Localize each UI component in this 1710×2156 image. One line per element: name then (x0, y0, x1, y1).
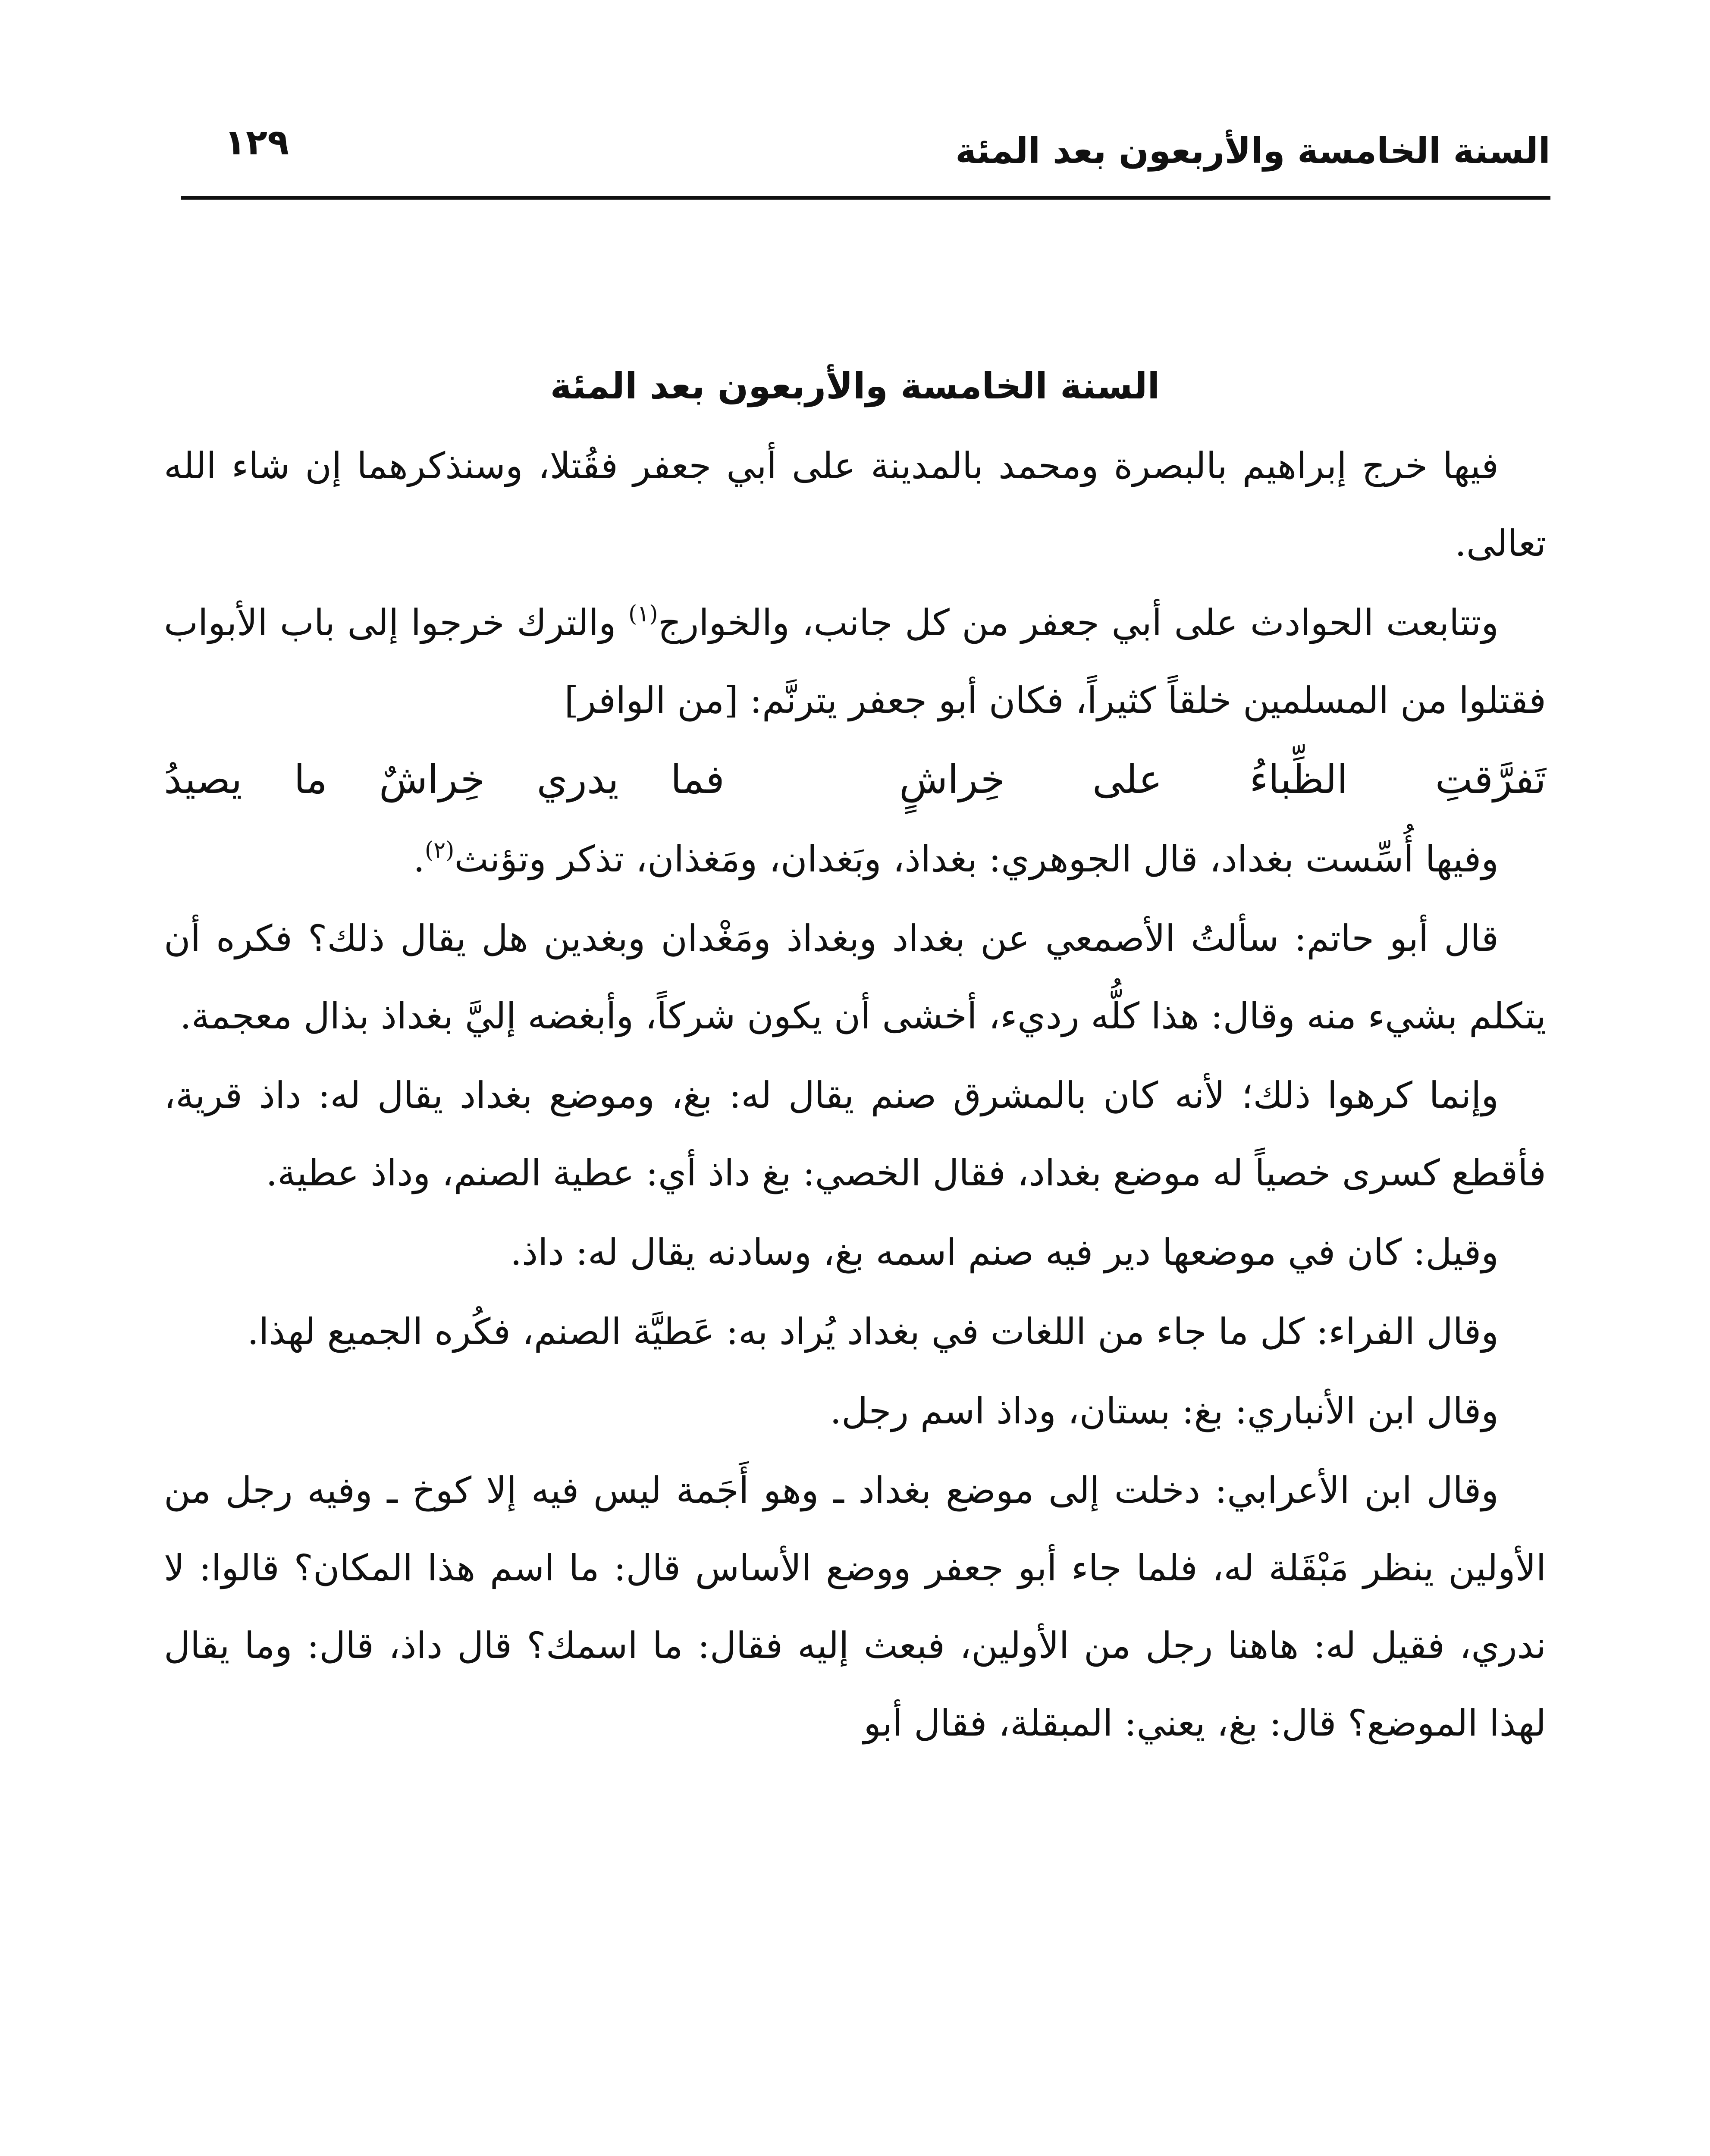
header-rule (181, 196, 1550, 200)
footnote-ref-2: (٢) (424, 837, 455, 863)
poetry-verse (164, 741, 1546, 818)
paragraph-4: قال أبو حاتم: سألتُ الأصمعي عن بغداد وبغداذ ومَغْدان وبغدين هل يقال ذلك؟ فكره أن يتكلم بشيء منه وقال: هذا كلُّه رديء، أخشى أن يكون شركاً، وأبغضه إليَّ بغداذ بذال معجمة. (164, 917, 1546, 1037)
footnote-ref-1: (١) (628, 601, 658, 627)
paragraph-3 (164, 820, 1546, 898)
running-title: السنة الخامسة والأربعون بعد المئة (955, 131, 1550, 172)
paragraph-3-text-a: وفيها أُسِّست بغداد، قال الجوهري: بغداذ، وبَغدان، ومَغذان، تذكر وتؤنث (454, 838, 1499, 880)
paragraph-8: وقال ابن الأنباري: بغ: بستان، وداذ اسم رجل. (830, 1390, 1499, 1432)
main-content (164, 354, 1546, 1764)
verse-first-hemistich: تَفرَّقتِ الظِّباءُ على خِراشٍ (899, 756, 1546, 802)
paragraph-5: وإنما كرهوا ذلك؛ لأنه كان بالمشرق صنم يقال له: بغ، وموضع بغداد يقال له: داذ قرية، فأقطع كسرى خصياً له موضع بغداد، فقال الخصي: بغ داذ أي: عطية الصنم، وداذ عطية. (164, 1074, 1546, 1194)
section-title: السنة الخامسة والأربعون بعد المئة (550, 365, 1160, 407)
paragraph-7: وقال الفراء: كل ما جاء من اللغات في بغداد يُراد به: عَطيَّة الصنم، فكُره الجميع لهذا. (247, 1310, 1499, 1353)
paragraph-1: فيها خرج إبراهيم بالبصرة ومحمد بالمدينة على أبي جعفر فقُتلا، وسنذكرهما إن شاء الله تعالى. (164, 445, 1546, 564)
paragraph-2 (164, 584, 1546, 739)
paragraph-9: وقال ابن الأعرابي: دخلت إلى موضع بغداد ـ وهو أَجَمة ليس فيه إلا كوخ ـ وفيه رجل من الأولين ينظر مَبْقَلة له، فلما جاء أبو جعفر ووضع الأساس قال: ما اسم هذا المكان؟ قالوا: لا ندري، فقيل له: هاهنا رجل من الأولين، فبعث إليه فقال: ما اسمك؟ قال داذ، قال: وما يقال لهذا الموضع؟ قال: بغ، يعني: المبقلة، فقال أبو (164, 1469, 1546, 1744)
paragraph-2-text-a: وتتابعت الحوادث على أبي جعفر من كل جانب، والخوارج (658, 602, 1499, 644)
verse-second-hemistich: فما يدري خِراشٌ ما يصيدُ (164, 756, 725, 802)
page-number: ١٢٩ (224, 122, 289, 163)
paragraph-2-text-b: والترك خرجوا إلى باب الأبواب فقتلوا من المسلمين خلقاً كثيراً، فكان أبو جعفر يترنَّم: [من الوافر] (164, 602, 1546, 721)
paragraph-6: وقيل: كان في موضعها دير فيه صنم اسمه بغ، وسادنه يقال له: داذ. (510, 1231, 1499, 1273)
running-header (181, 116, 1550, 190)
paragraph-3-text-b: . (413, 838, 425, 880)
